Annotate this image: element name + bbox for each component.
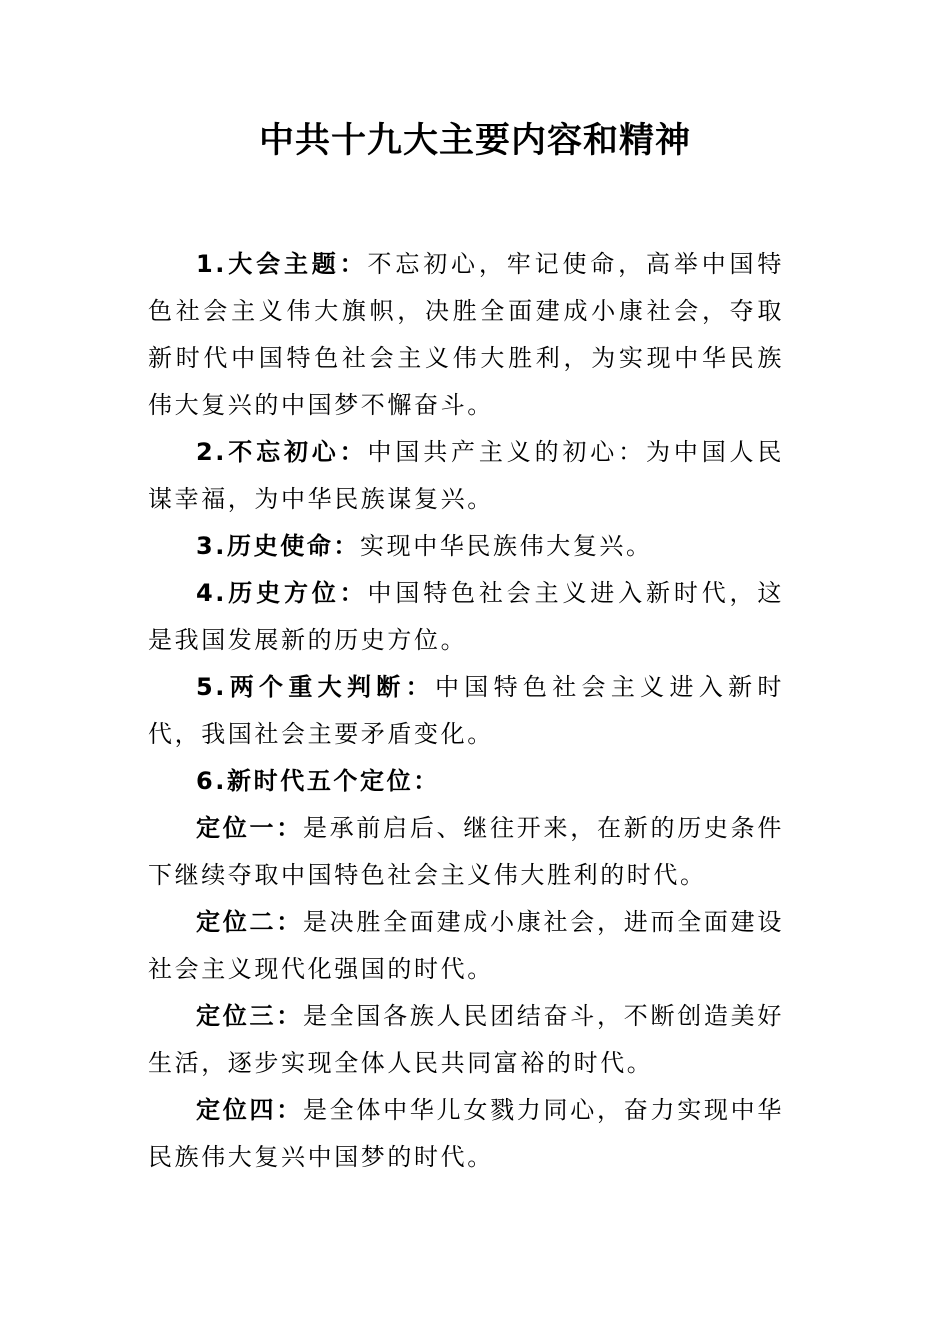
paragraph-text: 中国特色社会主义进入新时代，我国社会主要矛盾变化。 xyxy=(148,673,784,748)
paragraph-five-positions-heading xyxy=(148,758,784,805)
paragraph-label: 定位一： xyxy=(196,814,303,842)
paragraph-label: 3.历史使命： xyxy=(196,532,361,560)
paragraph-position-two xyxy=(148,899,784,993)
paragraph-text: 实现中华民族伟大复兴。 xyxy=(360,532,653,560)
paragraph-label: 5.两个重大判断： xyxy=(196,673,435,701)
paragraph-original-aspiration xyxy=(148,429,784,523)
paragraph-text: 是承前启后、继往开来，在新的历史条件下继续夺取中国特色社会主义伟大胜利的时代。 xyxy=(148,814,784,889)
paragraph-position-three xyxy=(148,993,784,1087)
paragraph-label: 6.新时代五个定位： xyxy=(196,767,440,795)
paragraph-label: 定位二： xyxy=(196,908,303,936)
paragraph-label: 定位三： xyxy=(196,1002,303,1030)
paragraph-text: 是全国各族人民团结奋斗，不断创造美好生活，逐步实现全体人民共同富裕的时代。 xyxy=(148,1002,784,1077)
paragraph-two-judgments xyxy=(148,664,784,758)
paragraph-historic-mission xyxy=(148,523,784,570)
paragraph-label: 定位四： xyxy=(196,1096,303,1124)
paragraph-position-one xyxy=(148,805,784,899)
paragraph-label: 2.不忘初心： xyxy=(196,438,368,466)
paragraph-text: 不忘初心，牢记使命，高举中国特色社会主义伟大旗帜，决胜全面建成小康社会，夺取新时代中国特色社会主义伟大胜利，为实现中华民族伟大复兴的中国梦不懈奋斗。 xyxy=(148,250,784,419)
paragraph-label: 4.历史方位： xyxy=(196,579,368,607)
paragraph-text: 是决胜全面建成小康社会，进而全面建设社会主义现代化强国的时代。 xyxy=(148,908,784,983)
document-body xyxy=(148,241,784,1181)
paragraph-position-four xyxy=(148,1087,784,1181)
paragraph-text: 是全体中华儿女戮力同心，奋力实现中华民族伟大复兴中国梦的时代。 xyxy=(148,1096,784,1171)
paragraph-historic-position xyxy=(148,570,784,664)
document-title: 中共十九大主要内容和精神 xyxy=(258,121,691,161)
paragraph-label: 1.大会主题： xyxy=(196,250,368,278)
paragraph-text: 中国特色社会主义进入新时代，这是我国发展新的历史方位。 xyxy=(148,579,784,654)
paragraph-meeting-theme xyxy=(148,241,784,429)
paragraph-text: 中国共产主义的初心：为中国人民谋幸福，为中华民族谋复兴。 xyxy=(148,438,784,513)
